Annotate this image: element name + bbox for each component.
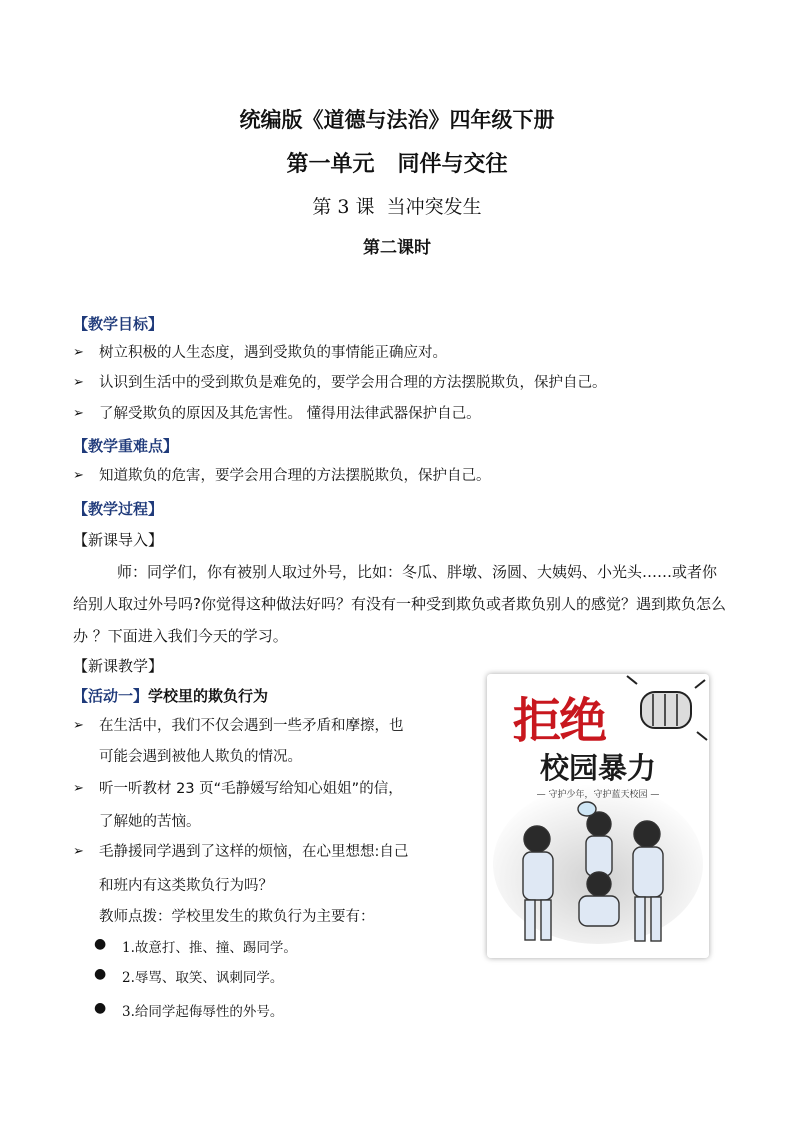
arrow-bullet-icon: ➢ <box>73 406 84 421</box>
activity-item: ➢ 听一听教材 23 页“毛静媛写给知心姐姐”的信， <box>73 781 403 797</box>
key-point-item: ➢ 知道欺负的危害，要学会用合理的方法摆脱欺负，保护自己。 <box>73 468 491 484</box>
activity-item-cont: 和班内有这类欺负行为吗？ <box>99 878 273 894</box>
activity-heading: 【活动一】学校里的欺负行为 <box>73 687 269 705</box>
bullet-item: ● 1.故意打、推、撞、踢同学。 <box>94 936 297 956</box>
intro-heading: 【新课导入】 <box>73 531 164 549</box>
bullet-dot-icon: ● <box>94 966 107 982</box>
teacher-note: 教师点拨：学校里发生的欺负行为主要有： <box>99 909 375 925</box>
activity-item: ➢ 在生活中，我们不仅会遇到一些矛盾和摩擦，也 <box>73 718 404 734</box>
arrow-bullet-icon: ➢ <box>73 345 84 360</box>
goals-heading: 【教学目标】 <box>73 315 164 333</box>
bullet-item: ● 2.辱骂、取笑、讽刺同学。 <box>94 966 284 986</box>
activity-item-cont: 可能会遇到被他人欺负的情况。 <box>99 749 302 765</box>
intro-paragraph: 师：同学们，你有被别人取过外号，比如：冬瓜、胖墩、汤圆、大姨妈、小光头……或者你给别人取过外号吗?你觉得这种做法好吗？有没有一种受到欺负或者欺负别人的感觉？遇到欺负怎么办 ？下面进入我们今天的学习。 <box>73 563 726 645</box>
bullet-dot-icon: ● <box>94 1000 107 1016</box>
arrow-bullet-icon: ➢ <box>73 844 84 859</box>
activity-item-cont: 了解她的苦恼。 <box>99 814 201 830</box>
arrow-bullet-icon: ➢ <box>73 468 84 483</box>
lesson-title: 第 3 课 当冲突发生 <box>312 196 482 218</box>
goal-item: ➢ 认识到生活中的受到欺负是难免的，要学会用合理的方法摆脱欺负，保护自己。 <box>73 375 607 391</box>
unit-title: 第一单元 同伴与交往 <box>286 152 508 177</box>
arrow-bullet-icon: ➢ <box>73 718 84 733</box>
new-lesson-heading: 【新课教学】 <box>73 657 164 675</box>
activity-item: ➢ 毛静援同学遇到了这样的烦恼，在心里想想:自己 <box>73 844 409 860</box>
document-title: 统编版《道德与法治》四年级下册 <box>239 108 555 132</box>
arrow-bullet-icon: ➢ <box>73 781 84 796</box>
key-points-heading: 【教学重难点】 <box>73 437 179 455</box>
process-heading: 【教学过程】 <box>73 500 164 518</box>
poster-headline-2: 校园暴力 <box>539 751 656 785</box>
period-title: 第二课时 <box>363 238 431 258</box>
goal-item: ➢ 树立积极的人生态度，遇到受欺负的事情能正确应对。 <box>73 345 447 361</box>
poster-headline-1: 拒绝 <box>513 693 606 749</box>
bullet-dot-icon: ● <box>94 936 107 952</box>
poster-tagline: — 守护少年，守护蓝天校园 — <box>536 790 660 800</box>
goal-item: ➢ 了解受欺负的原因及其危害性。 懂得用法律武器保护自己。 <box>73 406 481 422</box>
arrow-bullet-icon: ➢ <box>73 375 84 390</box>
bullet-item: ● 3.给同学起侮辱性的外号。 <box>94 1000 284 1020</box>
anti-bullying-poster <box>487 674 709 958</box>
